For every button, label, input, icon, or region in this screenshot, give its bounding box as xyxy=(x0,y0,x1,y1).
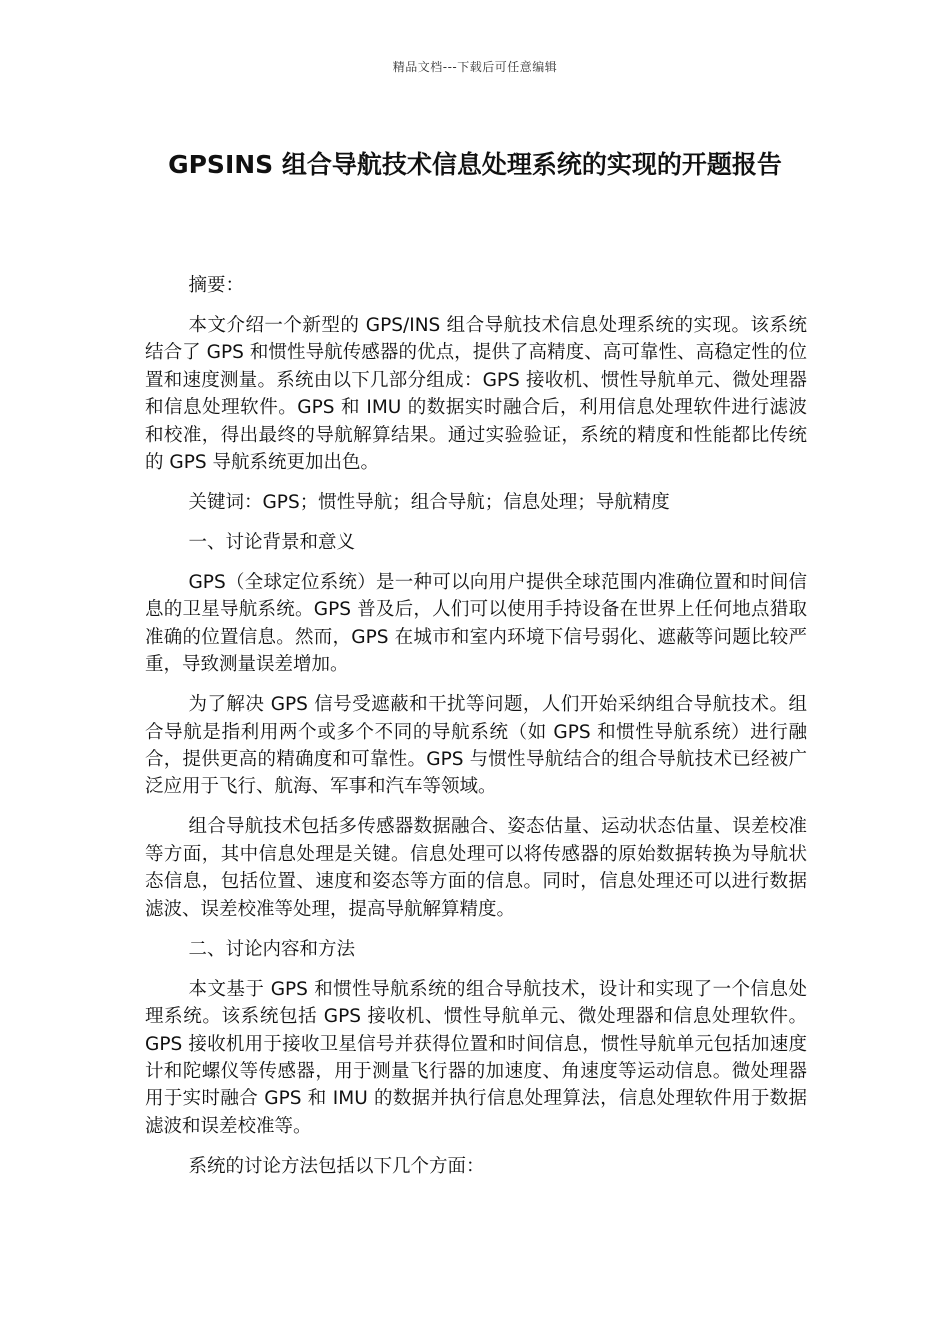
body-paragraph: 为了解决 GPS 信号受遮蔽和干扰等问题，人们开始采纳组合导航技术。组合导航是指利用两个或多个不同的导航系统（如 GPS 和惯性导航系统）进行融合，提供更高的精确度和可靠性。GPS 与惯性导航结合的组合导航技术已经被广泛应用于飞行、航海、军事和汽车等领域。 xyxy=(145,694,807,798)
abstract-heading: 摘要： xyxy=(188,275,244,296)
body-paragraph: 组合导航技术包括多传感器数据融合、姿态估量、运动状态估量、误差校准等方面，其中信息处理是关键。信息处理可以将传感器的原始数据转换为导航状态信息，包括位置、速度和姿态等方面的信息。同时，信息处理还可以进行数据滤波、误差校准等处理，提高导航解算精度。 xyxy=(145,816,807,920)
body-paragraph: 系统的讨论方法包括以下几个方面： xyxy=(188,1155,485,1177)
abstract-paragraph: 本文介绍一个新型的 GPS/INS 组合导航技术信息处理系统的实现。该系统结合了 GPS 和惯性导航传感器的优点，提供了高精度、高可靠性、高稳定性的位置和速度测量。系统由以下几部分组成：GPS 接收机、惯性导航单元、微处理器和信息处理软件。GPS 和 IMU 的数据实时融合后，利用信息处理软件进行滤波和校准，得出最终的导航解算结果。通过实验验证，系统的精度和性能都比传统的 GPS 导航系统更加出色。 xyxy=(145,315,807,474)
document-body xyxy=(145,272,807,1193)
section-heading-methods: 二、讨论内容和方法 xyxy=(188,938,355,960)
document-title: GPSINS 组合导航技术信息处理系统的实现的开题报告 xyxy=(168,150,782,179)
keywords-paragraph: 关键词：GPS；惯性导航；组合导航；信息处理；导航精度 xyxy=(188,492,670,514)
body-paragraph: 本文基于 GPS 和惯性导航系统的组合导航技术，设计和实现了一个信息处理系统。该系统包括 GPS 接收机、惯性导航单元、微处理器和信息处理软件。GPS 接收机用于接收卫星信号并获得位置和时间信息，惯性导航单元包括加速度计和陀螺仪等传感器，用于测量飞行器的加速度、角速度等运动信息。微处理器用于实时融合 GPS 和 IMU 的数据并执行信息处理算法，信息处理软件用于数据滤波和误差校准等。 xyxy=(145,978,807,1137)
page-header: 精品文档---下载后可任意编辑 xyxy=(392,60,558,74)
section-heading-background: 一、讨论背景和意义 xyxy=(188,532,355,554)
body-paragraph: GPS（全球定位系统）是一种可以向用户提供全球范围内准确位置和时间信息的卫星导航系统。GPS 普及后，人们可以使用手持设备在世界上任何地点猎取准确的位置信息。然而，GPS 在城市和室内环境下信号弱化、遮蔽等问题比较严重，导致测量误差增加。 xyxy=(145,572,807,676)
